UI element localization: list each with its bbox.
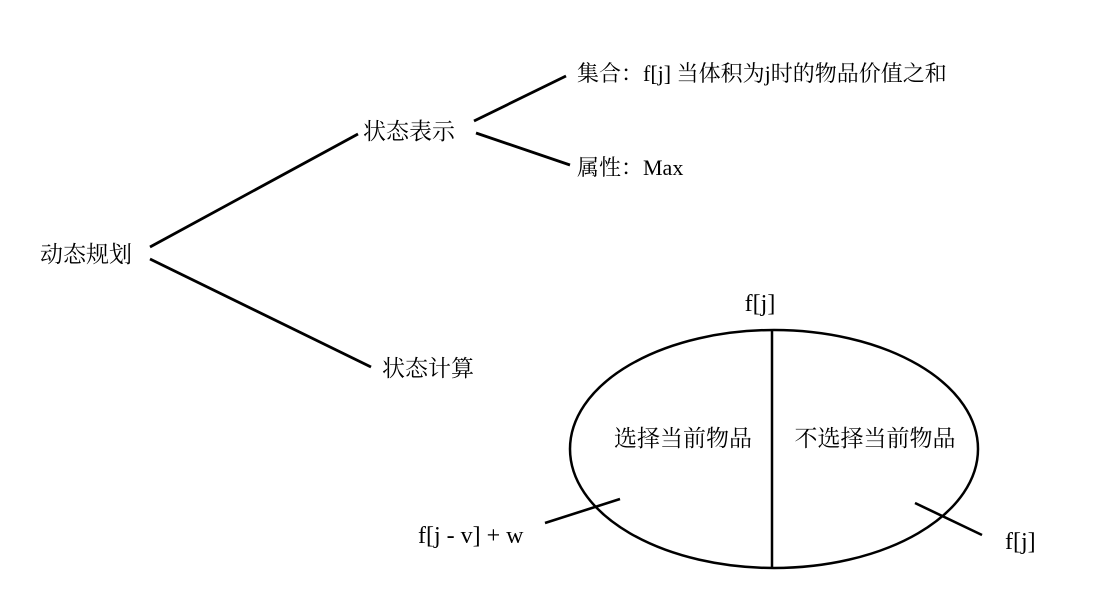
leaf-set-definition-label: 集合：f[j] 当体积为j时的物品价值之和: [577, 61, 947, 86]
leaf-attribute-label: 属性：Max: [577, 155, 684, 180]
branch-state-computation-label: 状态计算: [382, 356, 474, 381]
connector-root-to-state-computation: [150, 259, 371, 367]
connector-root-to-state-representation: [150, 134, 358, 247]
root-node-label: 动态规划: [40, 242, 132, 267]
ellipse-right-region-label: 不选择当前物品: [794, 426, 956, 451]
ellipse-left-region-label: 选择当前物品: [614, 426, 752, 451]
left-callout-label: f[j - v] + w: [418, 523, 524, 549]
connector-state-representation-to-set: [474, 76, 566, 121]
connector-state-representation-to-attribute: [476, 133, 570, 165]
right-callout-label: f[j]: [1005, 529, 1036, 555]
branch-state-representation-label: 状态表示: [363, 119, 455, 144]
ellipse-top-label: f[j]: [744, 291, 776, 317]
